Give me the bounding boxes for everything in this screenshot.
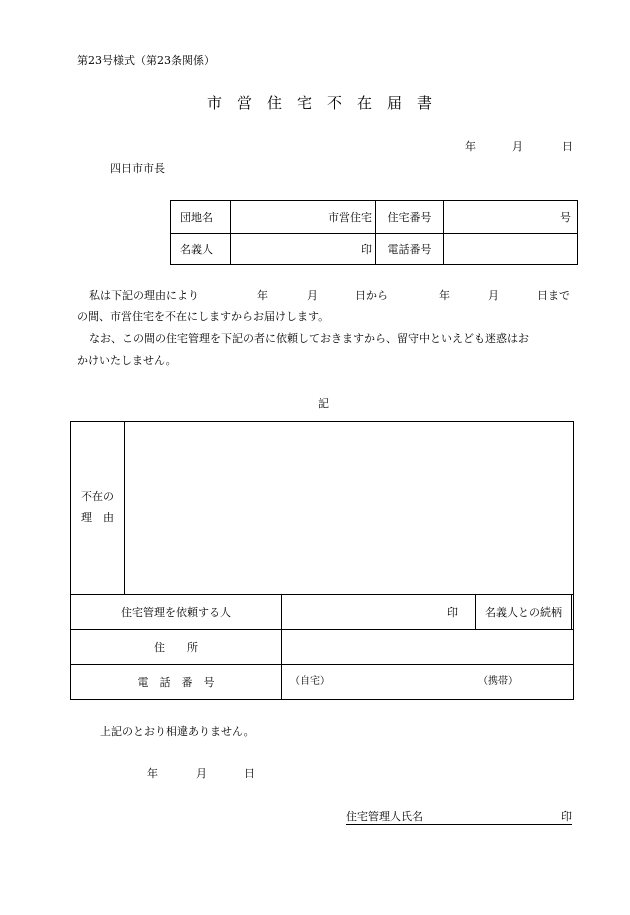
from-year: 年	[257, 289, 268, 302]
manager-field[interactable]: 印	[281, 595, 475, 630]
relation-label: 名義人との続柄	[475, 595, 571, 630]
confirmation-text: 上記のとおり相違ありません。	[100, 725, 255, 738]
signer-seal: 印	[561, 810, 572, 823]
danchi-label: 団地名	[171, 201, 231, 234]
body-line-1-start: 私は下記の理由により	[89, 289, 199, 302]
body-line-4: かけいたしません。	[77, 354, 177, 367]
phone-field[interactable]	[444, 234, 578, 265]
body-line-3: なお、この間の住宅管理を下記の者に依頼しておきますから、留守中といえども迷惑はお	[89, 332, 529, 345]
meigi-field[interactable]: 印	[231, 234, 376, 265]
date-month: 月	[512, 140, 523, 153]
address-label: 住 所	[71, 630, 282, 665]
manager-label: 住宅管理を依頼する人	[71, 595, 282, 630]
addressee: 四日市市長	[110, 162, 165, 175]
home-phone-label: （自宅）	[289, 676, 330, 687]
reason-field[interactable]	[125, 422, 574, 595]
to-year: 年	[439, 289, 450, 302]
body-line-2: の間、市営住宅を不在にしますからお届けします。	[77, 310, 330, 323]
danchi-field[interactable]: 市営住宅	[231, 201, 376, 234]
to-day: 日まで	[537, 289, 570, 302]
from-day: 日から	[355, 289, 388, 302]
mobile-phone-label: （携帯）	[477, 676, 518, 687]
house-number-label: 住宅番号	[376, 201, 444, 234]
info-table	[170, 200, 578, 265]
sign-date-month: 月	[196, 767, 207, 780]
detail-table	[70, 421, 574, 700]
signer-line[interactable]	[346, 811, 572, 825]
phone-label: 電話番号	[376, 234, 444, 265]
reason-label-line-1: 不在の	[81, 490, 114, 504]
from-month: 月	[307, 289, 318, 302]
reason-label	[71, 422, 125, 595]
meigi-label: 名義人	[171, 234, 231, 265]
house-number-field[interactable]: 号	[444, 201, 578, 234]
address-field[interactable]	[281, 630, 573, 665]
contact-phone-field[interactable]	[281, 665, 573, 700]
reason-label-line-2: 理 由	[81, 511, 114, 524]
sign-date-year: 年	[147, 767, 158, 780]
to-month: 月	[488, 289, 499, 302]
signer-label: 住宅管理人氏名	[346, 810, 423, 823]
date-day: 日	[562, 140, 573, 153]
relation-field[interactable]	[571, 595, 573, 630]
contact-phone-label: 電 話 番 号	[71, 665, 282, 700]
form-reference: 第23号様式（第23条関係）	[77, 54, 215, 67]
ki-heading: 記	[318, 397, 329, 410]
page-title: 市 営 住 宅 不 在 届 書	[207, 94, 433, 112]
sign-date-day: 日	[244, 767, 255, 780]
date-year: 年	[465, 140, 476, 153]
